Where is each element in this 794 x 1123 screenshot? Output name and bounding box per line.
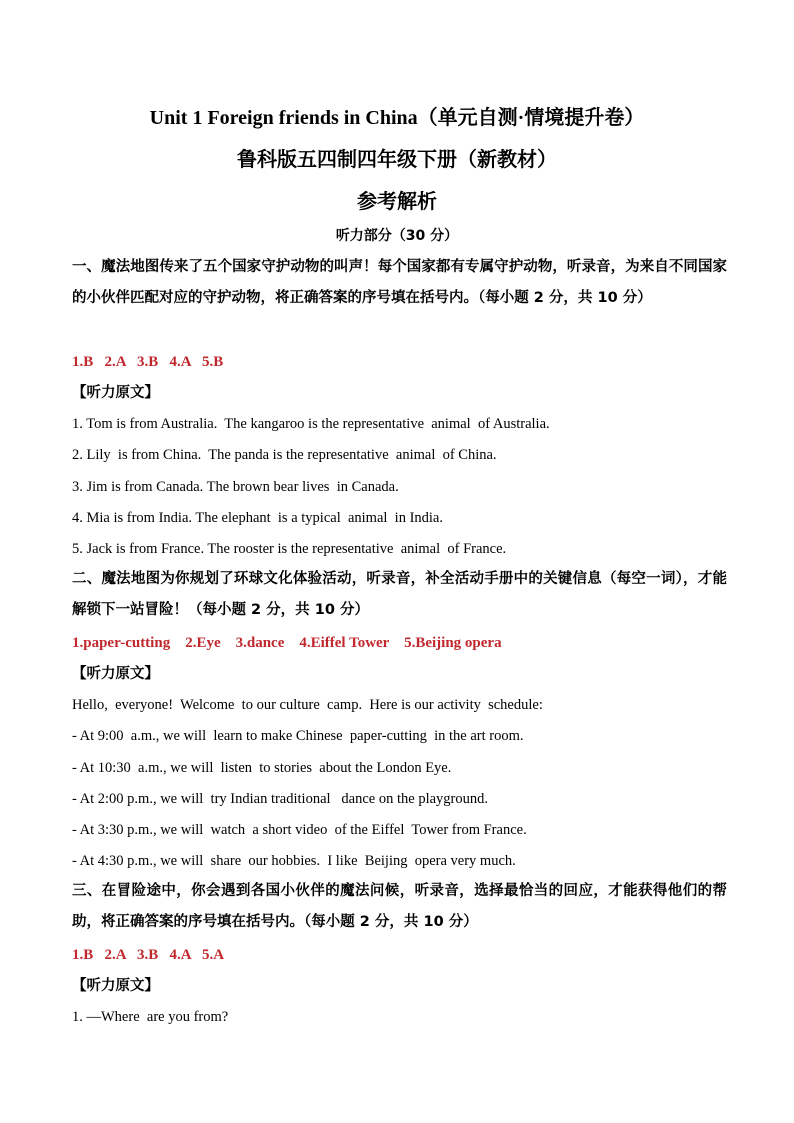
- section-2-answers: 1.paper-cutting 2.Eye 3.dance 4.Eiffel Tower 5.Beijing opera: [72, 635, 502, 651]
- transcript-line: 4. Mia is from India. The elephant is a typical animal in India.: [72, 510, 443, 526]
- section-3-question: 三、在冒险途中，你会遇到各国小伙伴的魔法问候，听录音，选择最恰当的回应，才能获得他们的帮助，将正确答案的序号填在括号内。（每小题 2 分，共 10 分）: [72, 883, 727, 930]
- transcript-line: 3. Jim is from Canada. The brown bear lives in Canada.: [72, 479, 399, 495]
- transcript-line: 1. Tom is from Australia. The kangaroo is the representative animal of Australia.: [72, 416, 550, 432]
- section-3-answers: 1.B 2.A 3.B 4.A 5.A: [72, 947, 225, 963]
- document-title-cn: 鲁科版五四制四年级下册（新教材）: [237, 147, 557, 171]
- transcript-line: - At 3:30 p.m., we will watch a short video of the Eiffel Tower from France.: [72, 822, 527, 838]
- section-2-transcript-label: 【听力原文】: [72, 666, 159, 682]
- transcript-line: 1. —Where are you from?: [72, 1009, 229, 1025]
- transcript-line: Hello, everyone! Welcome to our culture camp. Here is our activity schedule:: [72, 697, 543, 713]
- transcript-line: 2. Lily is from China. The panda is the representative animal of China.: [72, 447, 497, 463]
- document-title-en: Unit 1 Foreign friends in China（单元自测·情境提升卷）: [149, 107, 645, 129]
- section-3-transcript-label: 【听力原文】: [72, 978, 159, 994]
- section-1-transcript-label: 【听力原文】: [72, 385, 159, 401]
- section-1-answers: 1.B 2.A 3.B 4.A 5.B: [72, 354, 224, 370]
- transcript-line: - At 4:30 p.m., we will share our hobbies. I like Beijing opera very much.: [72, 853, 516, 869]
- listening-part-heading: 听力部分（30 分）: [335, 228, 459, 244]
- section-1-question: 一、魔法地图传来了五个国家守护动物的叫声！每个国家都有专属守护动物，听录音，为来自不同国家的小伙伴匹配对应的守护动物，将正确答案的序号填在括号内。（每小题 2 分，共 10 分）: [72, 259, 727, 306]
- transcript-line: 5. Jack is from France. The rooster is the representative animal of France.: [72, 541, 507, 557]
- document-subtitle: 参考解析: [357, 189, 437, 213]
- section-2-question: 二、魔法地图为你规划了环球文化体验活动，听录音，补全活动手册中的关键信息（每空一词），才能解锁下一站冒险！（每小题 2 分，共 10 分）: [72, 571, 727, 618]
- transcript-line: - At 9:00 a.m., we will learn to make Chinese paper-cutting in the art room.: [72, 728, 524, 744]
- transcript-line: - At 2:00 p.m., we will try Indian traditional dance on the playground.: [72, 791, 488, 807]
- transcript-line: - At 10:30 a.m., we will listen to stories about the London Eye.: [72, 760, 452, 776]
